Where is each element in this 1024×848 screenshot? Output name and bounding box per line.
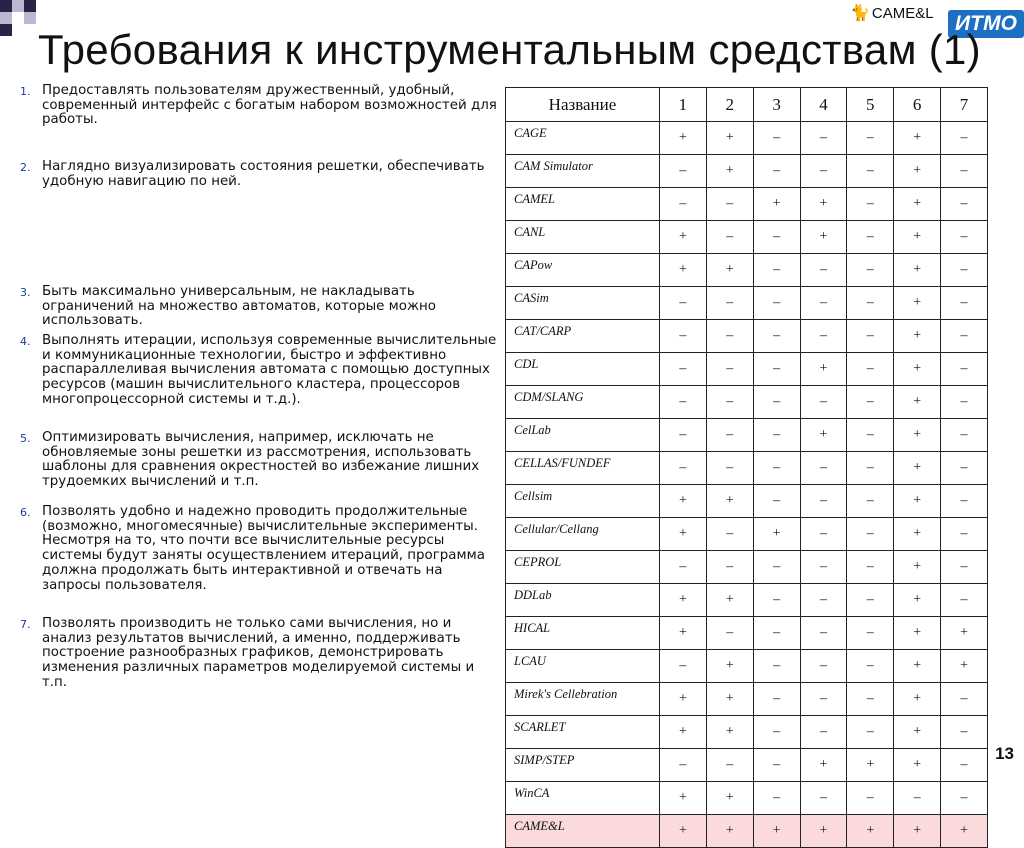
mark-cell: +: [660, 221, 707, 254]
table-row: [506, 386, 988, 419]
mark-cell: –: [941, 155, 988, 188]
mark-cell: +: [894, 221, 941, 254]
mark-cell: –: [847, 155, 894, 188]
mark-cell: –: [660, 749, 707, 782]
tool-name-cell: Cellular/Cellang: [506, 518, 660, 551]
mark-cell: –: [660, 188, 707, 221]
tool-name-cell: CAT/CARP: [506, 320, 660, 353]
tool-name-cell: CAM Simulator: [506, 155, 660, 188]
mark-cell: –: [660, 452, 707, 485]
mark-cell: –: [941, 353, 988, 386]
column-header-7: 7: [941, 88, 988, 122]
mark-cell: +: [706, 584, 753, 617]
tool-name-cell: DDLab: [506, 584, 660, 617]
mark-cell: –: [706, 452, 753, 485]
mark-cell: +: [894, 188, 941, 221]
corner-square: [0, 12, 12, 24]
mark-cell: –: [847, 188, 894, 221]
mark-cell: –: [941, 584, 988, 617]
table-row: [506, 188, 988, 221]
mark-cell: –: [706, 353, 753, 386]
mark-cell: –: [847, 485, 894, 518]
mark-cell: –: [660, 419, 707, 452]
mark-cell: –: [847, 254, 894, 287]
mark-cell: –: [941, 386, 988, 419]
tool-name-cell: LCAU: [506, 650, 660, 683]
list-item-text: Наглядно визуализировать состояния решетки, обеспечивать удобную навигацию по ней.: [42, 159, 485, 189]
mark-cell: –: [941, 122, 988, 155]
mark-cell: –: [706, 320, 753, 353]
tool-name-cell: HICAL: [506, 617, 660, 650]
itmo-logo-text: ИТМО: [954, 12, 1017, 35]
mark-cell: –: [847, 551, 894, 584]
column-header-6: 6: [894, 88, 941, 122]
mark-cell: –: [800, 551, 847, 584]
mark-cell: –: [660, 551, 707, 584]
mark-cell: +: [894, 254, 941, 287]
mark-cell: –: [753, 386, 800, 419]
table-row: [506, 155, 988, 188]
column-header-1: 1: [660, 88, 707, 122]
mark-cell: –: [847, 683, 894, 716]
tool-name-cell: WinCA: [506, 782, 660, 815]
mark-cell: –: [706, 386, 753, 419]
mark-cell: –: [941, 716, 988, 749]
came-logo-text: CAME&L: [871, 4, 934, 22]
mark-cell: –: [941, 551, 988, 584]
mark-cell: –: [753, 716, 800, 749]
column-header-4: 4: [800, 88, 847, 122]
mark-cell: +: [706, 485, 753, 518]
mark-cell: +: [800, 353, 847, 386]
mark-cell: –: [706, 749, 753, 782]
column-header-3: 3: [753, 88, 800, 122]
mark-cell: +: [660, 584, 707, 617]
mark-cell: –: [660, 650, 707, 683]
tool-name-cell: CEPROL: [506, 551, 660, 584]
tool-name-cell: CAMEL: [506, 188, 660, 221]
mark-cell: –: [800, 254, 847, 287]
mark-cell: +: [706, 683, 753, 716]
mark-cell: –: [753, 221, 800, 254]
column-header-2: 2: [706, 88, 753, 122]
list-item-text: Быть максимально универсальным, не накладывать ограничений на множество автоматов, которые можно использовать.: [42, 284, 436, 329]
mark-cell: +: [894, 815, 941, 848]
mark-cell: –: [941, 221, 988, 254]
mark-cell: –: [847, 518, 894, 551]
table-row: [506, 584, 988, 617]
mark-cell: –: [800, 155, 847, 188]
list-item-text: Оптимизировать вычисления, например, исключать не обновляемые зоны решетки из рассмотрения, использовать шаблоны для сравнения окрестностей во избежание лишних трудоемких вычислений и т.п.: [42, 430, 480, 490]
mark-cell: +: [660, 485, 707, 518]
mark-cell: +: [847, 749, 894, 782]
mark-cell: +: [753, 188, 800, 221]
mark-cell: –: [941, 287, 988, 320]
mark-cell: –: [753, 551, 800, 584]
table-row: [506, 716, 988, 749]
mark-cell: –: [847, 716, 894, 749]
column-header-5: 5: [847, 88, 894, 122]
tool-name-cell: CELLAS/FUNDEF: [506, 452, 660, 485]
mark-cell: +: [894, 122, 941, 155]
mark-cell: –: [660, 386, 707, 419]
mark-cell: –: [800, 386, 847, 419]
mark-cell: –: [800, 650, 847, 683]
table-row: [506, 353, 988, 386]
mark-cell: –: [847, 353, 894, 386]
mark-cell: +: [894, 716, 941, 749]
tool-name-cell: Mirek's Cellebration: [506, 683, 660, 716]
list-item-number: 5.: [20, 432, 31, 445]
mark-cell: –: [941, 683, 988, 716]
mark-cell: –: [706, 221, 753, 254]
tool-name-cell: CDM/SLANG: [506, 386, 660, 419]
page-number: 13: [995, 744, 1014, 763]
list-item-text: Позволять удобно и надежно проводить продолжительные (возможно, многомесячные) вычислительные эксперименты. Несмотря на то, что почти все вычислительные ресурсы системы будут заняты осуществлением итераций, программа должна продолжать быть интерактивной и отвечать на запросы пользователя.: [42, 504, 485, 593]
list-item-text: Выполнять итерации, используя современные вычислительные и коммуникационные технологии, быстро и эффективно распараллеливая вычисления автомата с помощью доступных ресурсов (машин вычислительного кластера, процессоров многопроцессорной системы и т.д.).: [42, 333, 497, 407]
mark-cell: +: [941, 650, 988, 683]
mark-cell: –: [941, 419, 988, 452]
list-item-number: 4.: [20, 335, 31, 348]
mark-cell: –: [847, 650, 894, 683]
mark-cell: +: [800, 815, 847, 848]
mark-cell: +: [894, 617, 941, 650]
tool-name-cell: CAGE: [506, 122, 660, 155]
mark-cell: –: [847, 386, 894, 419]
mark-cell: –: [753, 617, 800, 650]
tool-name-cell: SCARLET: [506, 716, 660, 749]
mark-cell: +: [894, 419, 941, 452]
table-row: [506, 749, 988, 782]
mark-cell: –: [753, 782, 800, 815]
mark-cell: +: [706, 122, 753, 155]
mark-cell: –: [753, 584, 800, 617]
mark-cell: –: [706, 518, 753, 551]
mark-cell: –: [847, 287, 894, 320]
table-row: [506, 452, 988, 485]
mark-cell: +: [706, 254, 753, 287]
table-row: [506, 551, 988, 584]
mark-cell: +: [894, 452, 941, 485]
mark-cell: –: [941, 254, 988, 287]
corner-square: [12, 0, 24, 12]
mark-cell: +: [894, 155, 941, 188]
mark-cell: +: [894, 650, 941, 683]
table-row: [506, 122, 988, 155]
mark-cell: –: [753, 419, 800, 452]
mark-cell: –: [753, 353, 800, 386]
mark-cell: –: [847, 452, 894, 485]
table-header-row: [506, 88, 988, 122]
table-row: [506, 221, 988, 254]
mark-cell: +: [894, 353, 941, 386]
mark-cell: +: [706, 650, 753, 683]
table-row: [506, 419, 988, 452]
list-item-number: 7.: [20, 618, 31, 631]
mark-cell: –: [800, 518, 847, 551]
table-row: [506, 254, 988, 287]
corner-square: [24, 0, 36, 12]
tool-name-cell: CelLab: [506, 419, 660, 452]
mark-cell: +: [660, 617, 707, 650]
mark-cell: –: [800, 617, 847, 650]
mark-cell: –: [847, 419, 894, 452]
mark-cell: –: [941, 749, 988, 782]
mark-cell: +: [660, 815, 707, 848]
mark-cell: –: [660, 155, 707, 188]
mark-cell: +: [894, 683, 941, 716]
mark-cell: –: [706, 287, 753, 320]
mark-cell: +: [894, 485, 941, 518]
tool-name-cell: CANL: [506, 221, 660, 254]
column-header-name: Название: [506, 88, 660, 122]
mark-cell: –: [753, 254, 800, 287]
tool-name-cell: CAPow: [506, 254, 660, 287]
tool-name-cell: CASim: [506, 287, 660, 320]
mark-cell: +: [660, 518, 707, 551]
mark-cell: –: [941, 782, 988, 815]
tool-name-cell: CDL: [506, 353, 660, 386]
mark-cell: –: [894, 782, 941, 815]
mark-cell: –: [800, 683, 847, 716]
table-row: [506, 485, 988, 518]
mark-cell: +: [941, 617, 988, 650]
list-item-number: 1.: [20, 85, 31, 98]
list-item-text: Предоставлять пользователям дружественный, удобный, современный интерфейс с богатым набором возможностей для работы.: [42, 83, 497, 128]
mark-cell: –: [800, 122, 847, 155]
mark-cell: +: [894, 320, 941, 353]
mark-cell: –: [800, 716, 847, 749]
mark-cell: –: [800, 452, 847, 485]
mark-cell: –: [847, 221, 894, 254]
corner-square: [0, 0, 12, 12]
mark-cell: –: [941, 518, 988, 551]
mark-cell: +: [800, 749, 847, 782]
mark-cell: –: [753, 485, 800, 518]
mark-cell: +: [706, 815, 753, 848]
mark-cell: +: [706, 716, 753, 749]
mark-cell: +: [941, 815, 988, 848]
mark-cell: –: [706, 419, 753, 452]
table-row: [506, 617, 988, 650]
mark-cell: –: [706, 188, 753, 221]
mark-cell: +: [706, 782, 753, 815]
mark-cell: –: [660, 320, 707, 353]
table-row: [506, 518, 988, 551]
mark-cell: –: [753, 122, 800, 155]
mark-cell: –: [753, 452, 800, 485]
table-row: [506, 650, 988, 683]
mark-cell: +: [894, 584, 941, 617]
table-row: [506, 320, 988, 353]
mark-cell: –: [753, 683, 800, 716]
mark-cell: +: [800, 419, 847, 452]
list-item-number: 2.: [20, 161, 31, 174]
mark-cell: +: [706, 155, 753, 188]
mark-cell: –: [753, 287, 800, 320]
mark-cell: +: [800, 221, 847, 254]
tools-table: [505, 87, 988, 848]
mark-cell: +: [660, 716, 707, 749]
mark-cell: +: [894, 551, 941, 584]
mark-cell: +: [660, 254, 707, 287]
slide-title: Требования к инструментальным средствам (1): [38, 26, 981, 73]
cat-icon: 🐈: [850, 5, 870, 22]
mark-cell: +: [847, 815, 894, 848]
tool-name-cell: CAME&L: [506, 815, 660, 848]
mark-cell: –: [753, 650, 800, 683]
mark-cell: –: [847, 122, 894, 155]
table-row: [506, 782, 988, 815]
mark-cell: –: [753, 749, 800, 782]
mark-cell: –: [800, 287, 847, 320]
mark-cell: –: [847, 617, 894, 650]
mark-cell: –: [706, 551, 753, 584]
table-row: [506, 815, 988, 848]
mark-cell: +: [894, 386, 941, 419]
mark-cell: –: [753, 320, 800, 353]
mark-cell: +: [753, 815, 800, 848]
mark-cell: –: [941, 188, 988, 221]
mark-cell: –: [847, 584, 894, 617]
list-item-number: 3.: [20, 286, 31, 299]
tool-name-cell: Cellsim: [506, 485, 660, 518]
mark-cell: –: [941, 320, 988, 353]
tool-name-cell: SIMP/STEP: [506, 749, 660, 782]
mark-cell: +: [660, 122, 707, 155]
mark-cell: –: [847, 782, 894, 815]
came-logo: [850, 2, 934, 24]
mark-cell: –: [660, 287, 707, 320]
mark-cell: –: [706, 617, 753, 650]
mark-cell: +: [660, 782, 707, 815]
mark-cell: –: [660, 353, 707, 386]
mark-cell: –: [941, 485, 988, 518]
table-row: [506, 287, 988, 320]
mark-cell: +: [753, 518, 800, 551]
mark-cell: –: [800, 782, 847, 815]
corner-square: [24, 12, 36, 24]
mark-cell: –: [941, 452, 988, 485]
corner-square: [0, 24, 12, 36]
mark-cell: +: [894, 518, 941, 551]
mark-cell: –: [800, 485, 847, 518]
mark-cell: +: [660, 683, 707, 716]
mark-cell: +: [800, 188, 847, 221]
mark-cell: –: [800, 320, 847, 353]
mark-cell: +: [894, 287, 941, 320]
list-item-number: 6.: [20, 506, 31, 519]
mark-cell: +: [894, 749, 941, 782]
mark-cell: –: [847, 320, 894, 353]
list-item-text: Позволять производить не только сами вычисления, но и анализ результатов вычислений, а именно, поддерживать построение разнообразных графиков, демонстрировать изменения различных параметров моделируемой системы и т.п.: [42, 616, 475, 690]
mark-cell: –: [753, 155, 800, 188]
mark-cell: –: [800, 584, 847, 617]
table-row: [506, 683, 988, 716]
